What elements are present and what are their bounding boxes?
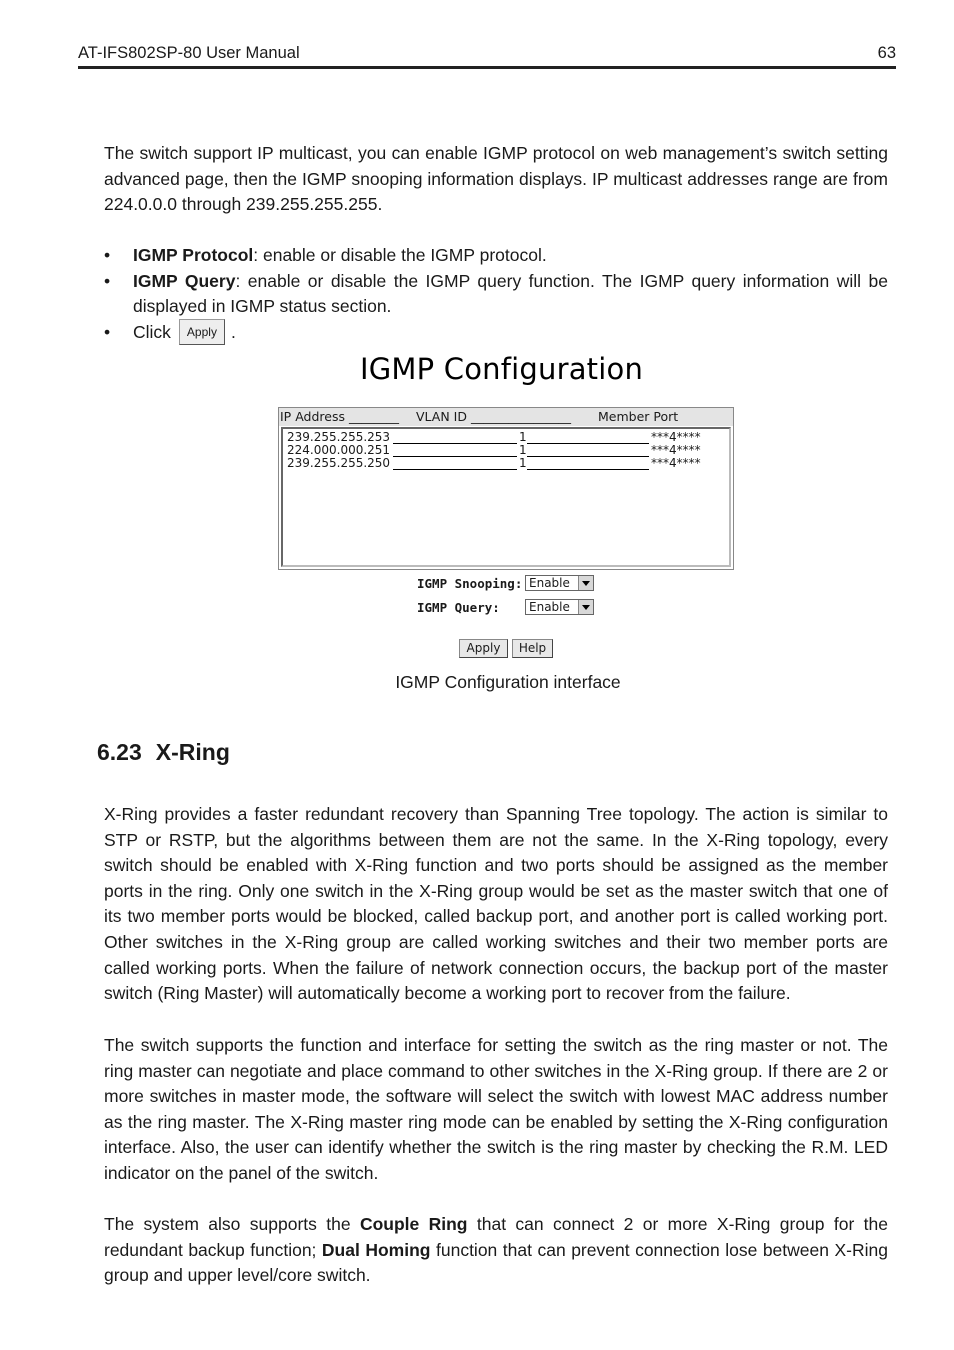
row-port: ***4**** (651, 443, 701, 457)
row-vlan: 1 (519, 443, 527, 457)
row-port: ***4**** (651, 430, 701, 444)
figure-caption: IGMP Configuration interface (395, 672, 621, 692)
click-text: Click (133, 321, 171, 342)
bullet-text: : enable or disable the IGMP query function. The IGMP query information will be displayed in IGMP status section. (133, 270, 888, 317)
term-dual-homing: Dual Homing (321, 1239, 431, 1260)
row-ip: 224.000.000.251 (287, 443, 391, 457)
row-underline (527, 469, 649, 470)
row-ip: 239.255.255.253 (287, 430, 391, 444)
chevron-down-icon[interactable] (578, 576, 593, 590)
term-couple-ring: Couple Ring (359, 1214, 468, 1234)
bullet-igmp-protocol (104, 243, 888, 269)
bullet-text: : enable or disable the IGMP protocol. (253, 245, 547, 265)
bullet-term: IGMP Protocol (133, 245, 254, 265)
row-port: ***4**** (651, 456, 701, 470)
row-underline (393, 469, 517, 470)
select-value: Enable (529, 576, 570, 590)
xring-paragraph-2: The switch supports the function and interface for setting the switch as the ring master or not. The ring master can negotiate and place command to other switches in the X-Ring group. If there are 2 or more switches in master mode, the software will select the switch with lowest MAC address number as the ring master. The X-Ring master ring mode can be enabled by setting the X-Ring configuration interface. Also, the user can identify whether the switch is the ring master by checking the R.M. LED indicator on the panel of the switch. (104, 1035, 888, 1183)
bullet-dot: • (104, 245, 111, 265)
igmp-query-label: IGMP Query: (417, 600, 500, 615)
column-ip-address: IP Address ________ (280, 409, 399, 424)
xring-paragraph-1: X-Ring provides a faster redundant recovery than Spanning Tree topology. The action is similar to STP or RSTP, but the algorithms between them are not the same. In the X-Ring topology, every switch should be enabled with X-Ring function and two ports should be assigned as the member ports in the ring. Only one switch in the X-Ring group would be set as the master switch that one of its two member ports would be blocked, called backup port, and another port is called working port. Other switches in the X-Ring group are called working switches and their two member ports are called working ports. When the failure of network connection occurs, the backup port of the master switch (Ring Master) will automatically become a working port to recover from the failure. (104, 804, 888, 1004)
igmp-table-header (279, 408, 733, 426)
manual-title: AT-IFS802SP-80 User Manual (78, 44, 300, 62)
text-run: The system also supports the (104, 1214, 360, 1234)
row-vlan: 1 (519, 456, 527, 470)
bullet-dot: • (104, 321, 111, 342)
igmp-snooping-label: IGMP Snooping: (417, 576, 523, 591)
xring-paragraph-3 (104, 1212, 888, 1289)
bullet-term: IGMP Query (133, 270, 236, 291)
row-vlan: 1 (519, 430, 527, 444)
section-number: 6.23 (97, 739, 142, 765)
text-run: that can connect 2 or more X-Ring group for the redundant backup function; (104, 1214, 888, 1260)
column-vlan-id: VLAN ID ________________ (416, 409, 571, 424)
igmp-query-select[interactable] (525, 599, 594, 615)
intro-paragraph: The switch support IP multicast, you can enable IGMP protocol on web management’s switch setting advanced page, then the IGMP snooping information displays. IP multicast addresses range are from 224.0.0.0 through 239.255.255.255. (104, 143, 888, 215)
page-header (78, 44, 896, 66)
row-ip: 239.255.255.250 (287, 456, 391, 470)
page-number: 63 (877, 44, 896, 62)
bullet-igmp-query (104, 269, 888, 320)
bullet-dot: • (104, 270, 111, 291)
igmp-snooping-select[interactable] (525, 575, 594, 591)
header-rule (78, 66, 896, 69)
click-period: . (230, 321, 236, 342)
help-button[interactable]: Help (512, 639, 553, 658)
apply-button[interactable]: Apply (459, 639, 508, 658)
text-run: function that can prevent connection lose between X-Ring group and upper level/core switch. (104, 1239, 888, 1286)
igmp-table (278, 407, 734, 570)
igmp-config-title: IGMP Configuration (360, 352, 644, 386)
section-title: X-Ring (155, 739, 230, 765)
bullet-click (104, 320, 888, 350)
igmp-group-list[interactable] (281, 427, 731, 567)
chevron-down-icon[interactable] (578, 600, 593, 614)
bullet-list (104, 243, 888, 350)
select-value: Enable (529, 600, 570, 614)
apply-button-illustration: Apply (179, 319, 225, 345)
column-member-port: Member Port (598, 409, 679, 424)
section-heading (97, 739, 230, 766)
list-item[interactable] (287, 457, 727, 470)
